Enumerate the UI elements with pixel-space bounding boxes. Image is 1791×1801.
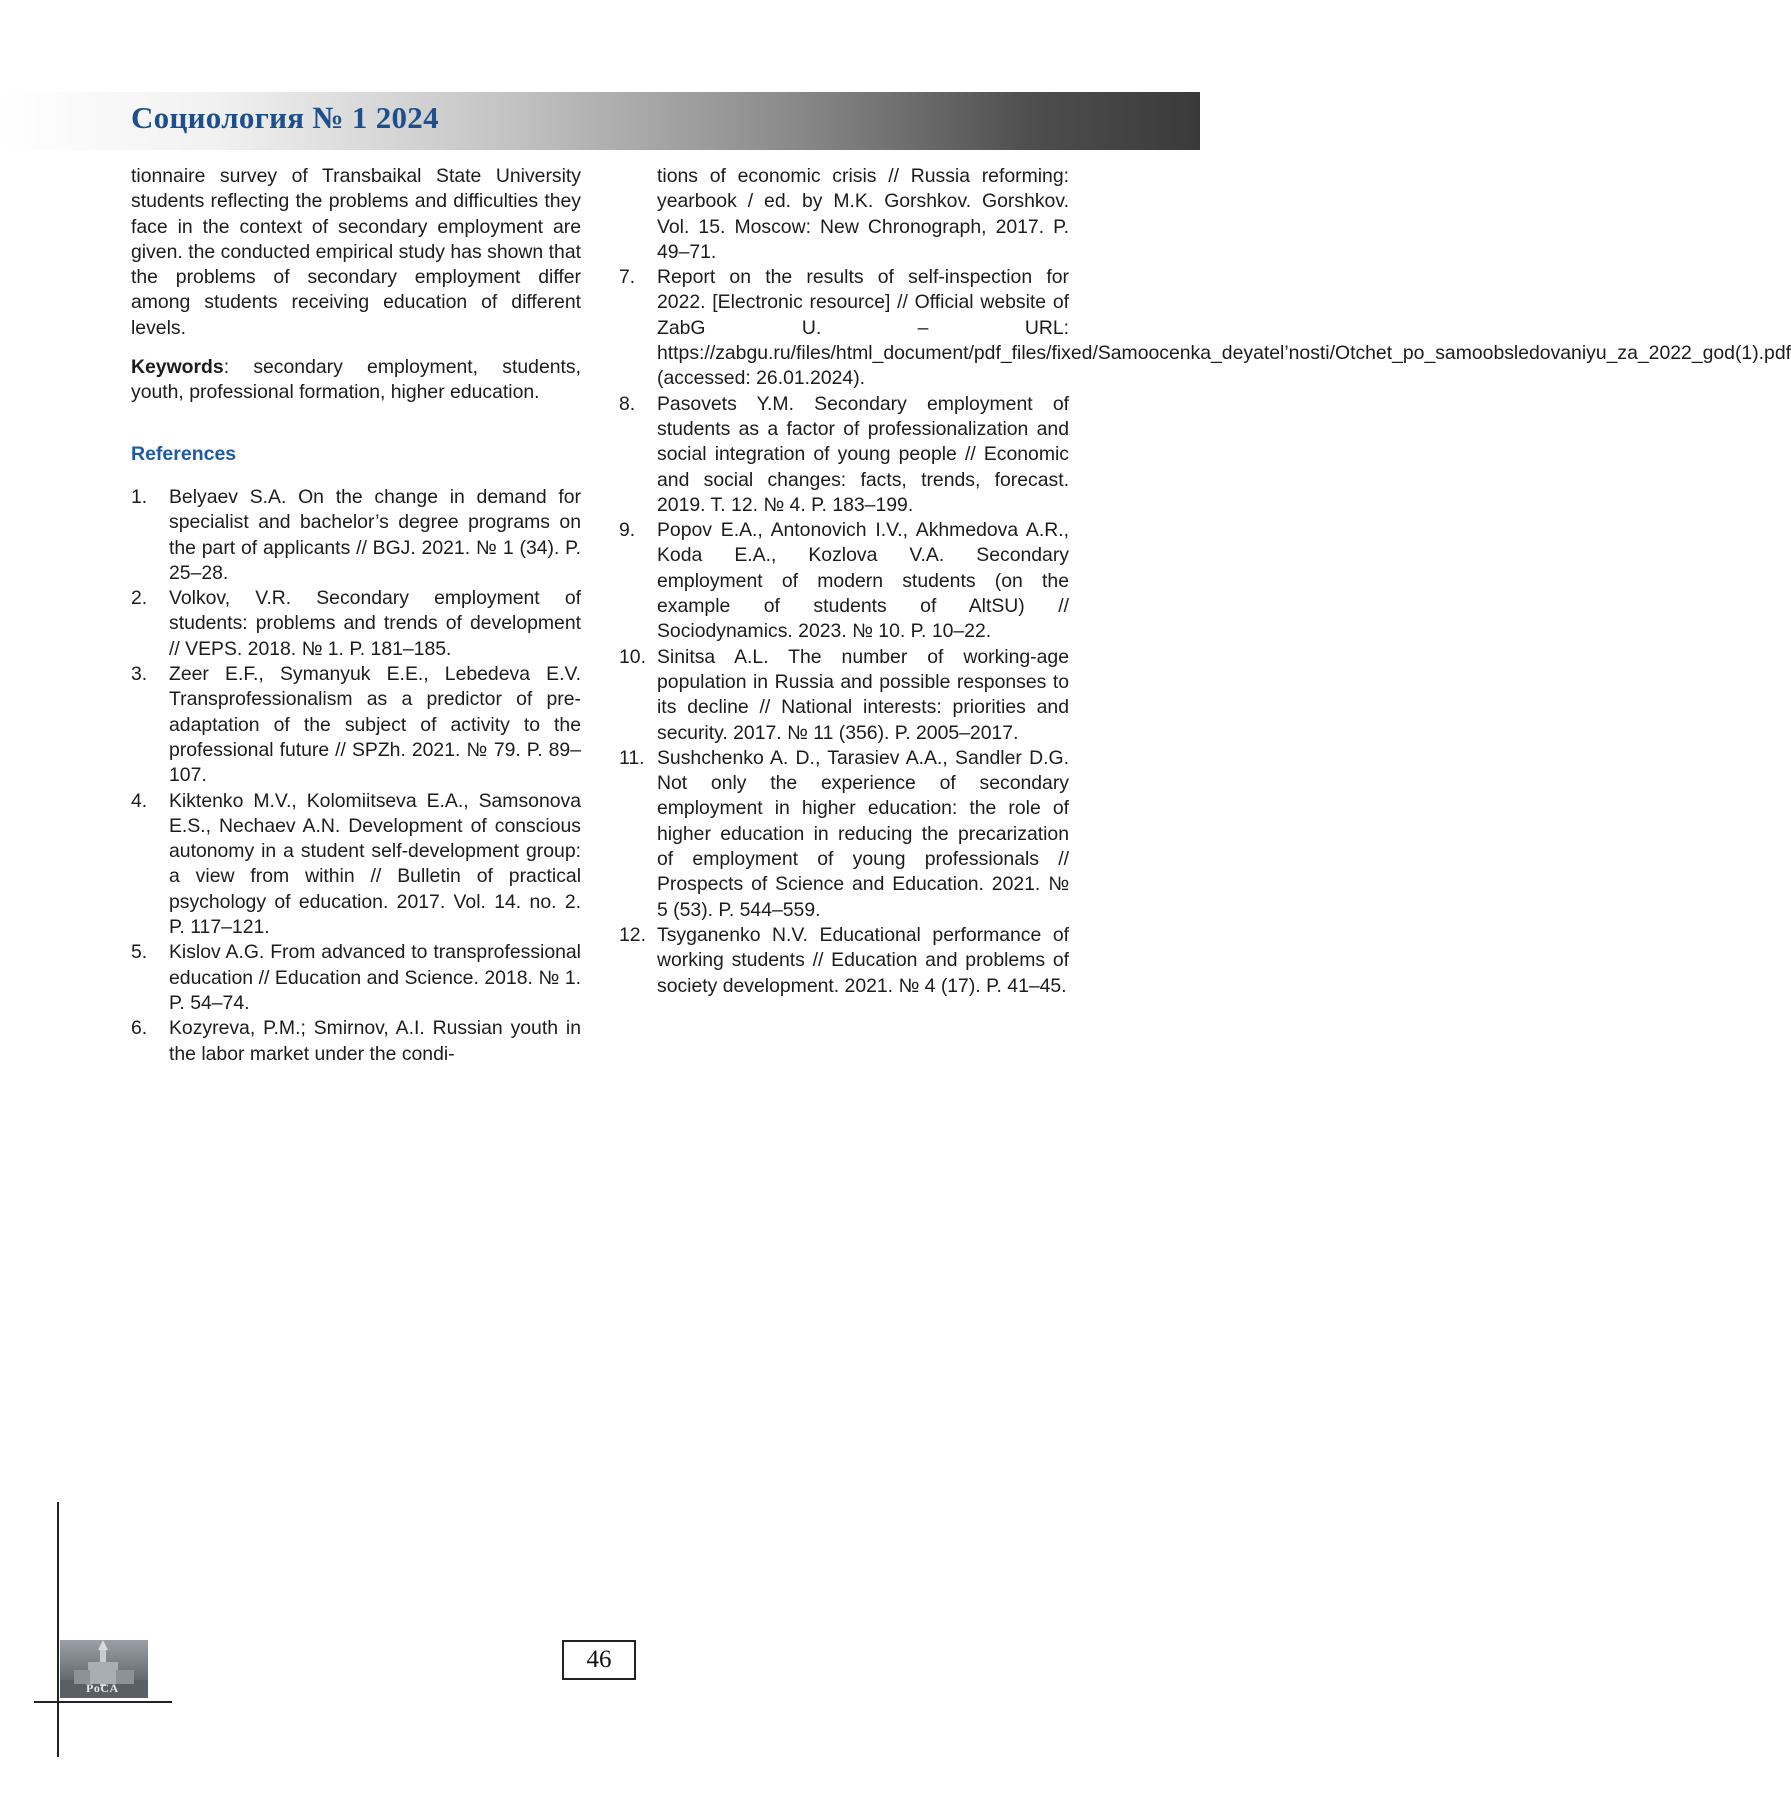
keywords	[131, 355, 581, 406]
reference-item	[619, 645, 1069, 746]
reference-number: 8.	[619, 392, 635, 417]
reference-number: 12.	[619, 923, 646, 948]
reference-item	[131, 789, 581, 941]
keywords-label: Keywords	[131, 356, 224, 378]
references-list-right	[619, 265, 1069, 999]
journal-logo	[60, 1640, 148, 1698]
page-number: 46	[562, 1640, 636, 1680]
logo-text: PoCA	[86, 1681, 119, 1696]
reference-text: Sinitsa A.L. The number of working-age population in Russia and possible responses to its decline // National interests: priorities and security. 2017. № 11 (356). P. 2005–2017.	[657, 646, 1069, 744]
reference-item	[619, 923, 1069, 999]
reference-text: Volkov, V.R. Secondary employment of students: problems and trends of development // VEPS. 2018. № 1. P. 181–185.	[169, 587, 581, 660]
reference-item	[131, 940, 581, 1016]
reference-item	[131, 485, 581, 586]
reference-text: Tsyganenko N.V. Educational performance of working students // Education and problems of society development. 2021. № 4 (17). P. 41–45.	[657, 924, 1069, 997]
reference-text: Pasovets Y.M. Secondary employment of students as a factor of professionalization and social integration of young people // Economic and social changes: facts, trends, forecast. 2019. T. 12. № 4. P. 183–199.	[657, 393, 1069, 516]
reference-number: 6.	[131, 1016, 147, 1041]
reference-text: Popov E.A., Antonovich I.V., Akhmedova A.R., Koda E.A., Kozlova V.A. Secondary employment of modern students (on the example of students of AltSU) // Sociodynamics. 2023. № 10. P. 10–22.	[657, 519, 1069, 642]
crop-mark-vertical	[57, 1502, 59, 1757]
keywords-text: : secondary employment, students, youth, professional formation, higher education.	[131, 356, 581, 403]
reference-number: 1.	[131, 485, 147, 510]
reference-number: 11.	[619, 746, 645, 771]
reference-item	[131, 662, 581, 788]
abstract-continuation: tionnaire survey of Transbaikal State University students reflecting the problems and difficulties they face in the context of secondary employment are given. the conducted empirical study has shown that the problems of secondary employment differ among students receiving education of different levels.	[131, 164, 581, 341]
reference-number: 9.	[619, 518, 635, 543]
reference-item	[619, 392, 1069, 518]
reference-text: Report on the results of self-inspection for 2022. [Electronic resource] // Official website of ZabG U. – URL: https://zabgu.ru/files/html_document/pdf_files/fixed/Samoocenka_deyatel’nosti/Otchet_po_samoobsledovaniyu_za_2022_god(1).pdf (accessed: 26.01.2024).	[657, 266, 1791, 389]
reference-number: 3.	[131, 662, 147, 687]
reference-number: 10.	[619, 645, 646, 670]
reference-text: Belyaev S.A. On the change in demand for specialist and bachelor’s degree programs on the part of applicants // BGJ. 2021. № 1 (34). P. 25–28.	[169, 486, 581, 584]
reference-text: Zeer E.F., Symanyuk E.E., Lebedeva E.V. Transprofessionalism as a predictor of pre-adaptation of the subject of activity to the professional future // SPZh. 2021. № 79. P. 89–107.	[169, 663, 581, 786]
left-column	[131, 164, 581, 1067]
references-heading: References	[131, 442, 581, 467]
reference-text: Sushchenko A. D., Tarasiev A.A., Sandler D.G. Not only the experience of secondary employment in higher education: the role of higher education in reducing the precarization of employment of young professionals // Prospects of Science and Education. 2021. № 5 (53). P. 544–559.	[657, 747, 1069, 921]
reference-number: 2.	[131, 586, 147, 611]
reference-item	[619, 265, 1069, 391]
crop-mark-horizontal	[34, 1701, 172, 1703]
reference-item	[619, 746, 1069, 923]
reference-number: 4.	[131, 789, 147, 814]
reference-text: Kozyreva, P.M.; Smirnov, A.I. Russian youth in the labor market under the condi-	[169, 1017, 581, 1064]
reference-text: Kiktenko M.V., Kolomiitseva E.A., Samsonova E.S., Nechaev A.N. Development of conscious autonomy in a student self-development group: a view from within // Bulletin of practical psychology of education. 2017. Vol. 14. no. 2. P. 117–121.	[169, 790, 581, 938]
journal-title: Социология № 1 2024	[131, 100, 439, 136]
reference-item	[619, 518, 1069, 644]
right-column	[619, 164, 1069, 999]
reference-continuation: tions of economic crisis // Russia reforming: yearbook / ed. by M.K. Gorshkov. Gorshkov. Vol. 15. Moscow: New Chronograph, 2017. P. 49–71.	[619, 164, 1069, 265]
reference-number: 7.	[619, 265, 635, 290]
reference-item	[131, 586, 581, 662]
reference-item	[131, 1016, 581, 1067]
references-list-left	[131, 485, 581, 1067]
reference-text: Kislov A.G. From advanced to transprofessional education // Education and Science. 2018. № 1. P. 54–74.	[169, 941, 581, 1014]
reference-number: 5.	[131, 940, 147, 965]
